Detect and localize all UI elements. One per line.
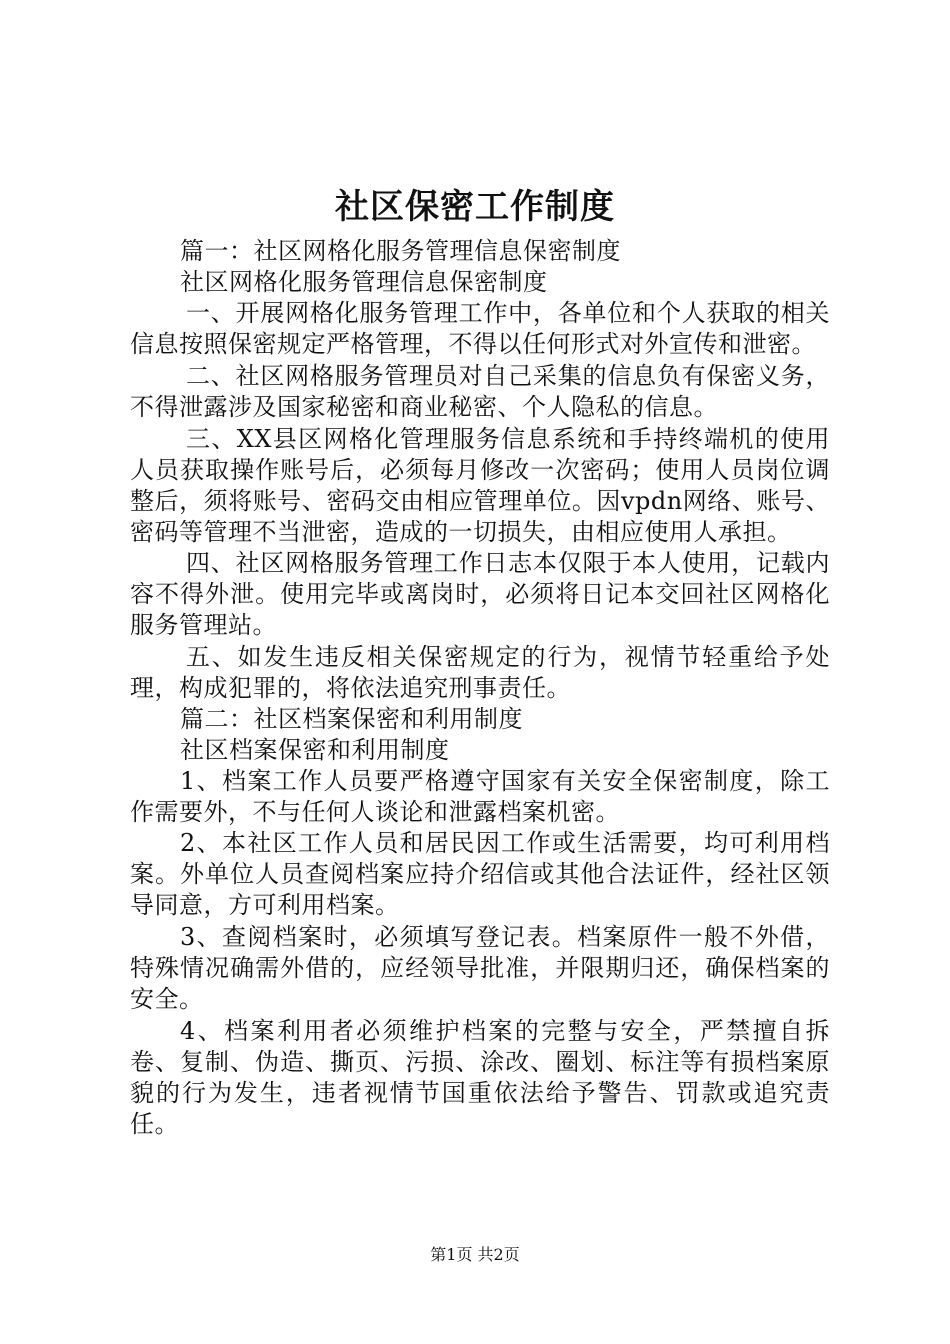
paragraph-archive-rule-3: 3、查阅档案时，必须填写登记表。档案原件一般不外借，特殊情况确需外借的，应经领导批准，并限期归还，确保档案的安全。 <box>130 923 830 1013</box>
paragraph-section-two-subtitle: 社区档案保密和利用制度 <box>180 736 450 764</box>
document-body <box>130 236 830 1140</box>
paragraph-rule-3: 三、XX县区网格化管理服务信息系统和手持终端机的使用人员获取操作账号后，必须每月修改一次密码；使用人员岗位调整后，须将账号、密码交由相应管理单位。因vpdn网络、账号、密码等管理不当泄密，造成的一切损失，由相应使用人承担。 <box>130 425 830 546</box>
paragraph-section-one-heading: 篇一：社区网格化服务管理信息保密制度 <box>180 237 621 265</box>
paragraph-archive-rule-2: 2、本社区工作人员和居民因工作或生活需要，均可利用档案。外单位人员查阅档案应持介绍信或其他合法证件，经社区领导同意，方可利用档案。 <box>130 829 830 919</box>
paragraph-rule-4: 四、社区网格服务管理工作日志本仅限于本人使用，记载内容不得外泄。使用完毕或离岗时，必须将日记本交回社区网格化服务管理站。 <box>130 549 830 639</box>
paragraph-section-one-subtitle: 社区网格化服务管理信息保密制度 <box>180 268 548 296</box>
paragraph-rule-2: 二、社区网格服务管理员对自己采集的信息负有保密义务，不得泄露涉及国家秘密和商业秘密、个人隐私的信息。 <box>130 362 830 421</box>
document-title: 社区保密工作制度 <box>335 187 615 227</box>
paragraph-section-two-heading: 篇二：社区档案保密和利用制度 <box>180 705 523 733</box>
page-footer: 第1页 共2页 <box>430 1245 520 1264</box>
paragraph-rule-1: 一、开展网格化服务管理工作中，各单位和个人获取的相关信息按照保密规定严格管理，不得以任何形式对外宣传和泄密。 <box>130 299 830 358</box>
paragraph-archive-rule-1: 1、档案工作人员要严格遵守国家有关安全保密制度，除工作需要外，不与任何人谈论和泄露档案机密。 <box>130 767 830 826</box>
paragraph-rule-5: 五、如发生违反相关保密规定的行为，视情节轻重给予处理，构成犯罪的，将依法追究刑事责任。 <box>130 643 830 702</box>
paragraph-archive-rule-4: 4、档案利用者必须维护档案的完整与安全，严禁擅自拆卷、复制、伪造、撕页、污损、涂改、圈划、标注等有损档案原貌的行为发生，违者视情节国重依法给予警告、罚款或追究责任。 <box>130 1017 830 1138</box>
